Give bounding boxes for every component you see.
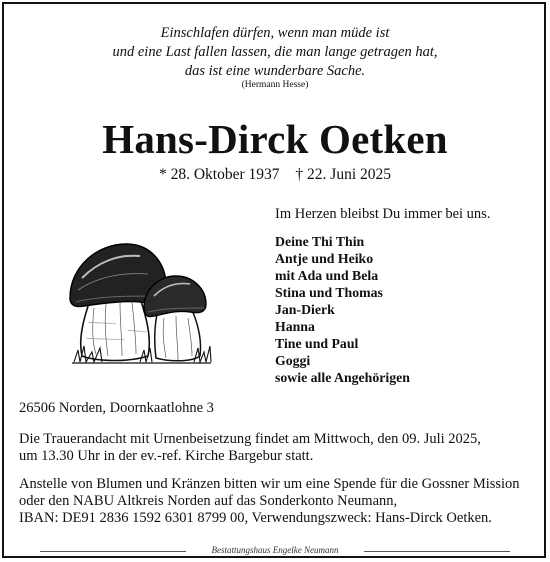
- mourner-item: Stina und Thomas: [275, 285, 383, 300]
- mourner-item: Antje und Heiko: [275, 251, 374, 266]
- birth-date: * 28. Oktober 1937: [158, 166, 280, 183]
- deceased-name: Hans-Dirck Oetken: [102, 116, 448, 162]
- donation-line-3: IBAN: DE91 2836 1592 6301 8799 00, Verwendungszweck: Hans-Dirck Oetken.: [19, 510, 492, 526]
- life-dates: [0, 166, 550, 184]
- mourner-item: sowie alle Angehörigen: [275, 370, 410, 385]
- quote-line-2: und eine Last fallen lassen, die man lange getragen hat,: [112, 44, 438, 60]
- mushroom-illustration: [68, 238, 213, 368]
- ceremony-line-1: Die Trauerandacht mit Urnenbeisetzung findet am Mittwoch, den 09. Juli 2025,: [19, 431, 481, 447]
- death-date: † 22. Juni 2025: [295, 166, 391, 183]
- quote-line-1: Einschlafen dürfen, wenn man müde ist: [160, 25, 390, 41]
- funeral-home: Bestattungshaus Engelke Neumann: [211, 545, 339, 555]
- donation-line-2: oder den NABU Altkreis Norden auf das Sonderkonto Neumann,: [19, 493, 398, 509]
- mourner-item: Hanna: [275, 319, 315, 334]
- mourner-item: Deine Thi Thin: [275, 234, 365, 249]
- quote-author: (Hermann Hesse): [241, 80, 309, 90]
- mourner-item: Goggi: [275, 353, 311, 368]
- ceremony-line-2: um 13.30 Uhr in der ev.-ref. Kirche Bargebur statt.: [19, 448, 314, 464]
- quote-line-3: das ist eine wunderbare Sache.: [184, 63, 366, 79]
- mourner-item: Jan-Dierk: [275, 302, 335, 317]
- mourner-item: Tine und Paul: [275, 336, 359, 351]
- memorial-phrase: Im Herzen bleibst Du immer bei uns.: [275, 206, 491, 222]
- donation-line-1: Anstelle von Blumen und Kränzen bitten wir um eine Spende für die Gossner Mission: [19, 476, 520, 492]
- mourner-item: mit Ada und Bela: [275, 268, 379, 283]
- address: 26506 Norden, Doornkaatlohne 3: [19, 400, 214, 416]
- mourners-list: [275, 233, 410, 386]
